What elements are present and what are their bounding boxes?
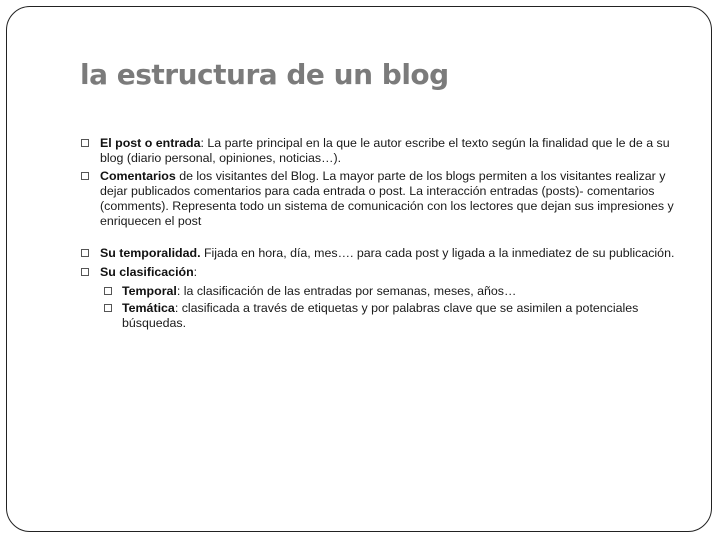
bullet-text: : La parte principal en la que le autor escribe el texto según la finalidad que le de a su blog (diario personal, opiniones, noticias…). (100, 136, 670, 165)
bullet-post (80, 136, 680, 165)
slide-content (80, 136, 680, 334)
bullet-box-icon (81, 268, 89, 276)
bullet-box-icon (81, 139, 89, 147)
bullet-box-icon (81, 249, 89, 257)
bullet-bold: El post o entrada (100, 136, 201, 150)
subbullet-tematica (80, 301, 680, 330)
bullet-bold: Su temporalidad. (100, 246, 201, 261)
subbullet-box-icon (104, 304, 112, 312)
subbullet-box-icon (104, 287, 112, 295)
slide-title: la estructura de un blog (80, 58, 449, 91)
subbullet-bold: Temporal (122, 283, 177, 298)
subbullet-text: : clasificada a través de etiquetas y por palabras clave que se asimilen a potenciales búsquedas. (122, 301, 639, 331)
subbullet-bold: Temática (122, 301, 175, 316)
subbullet-text: : la clasificación de las entradas por semanas, meses, años… (176, 283, 517, 298)
bullet-bold: Su clasificación (100, 264, 194, 279)
bullet-box-icon (81, 172, 89, 180)
bullet-text: Fijada en hora, día, mes…. para cada post y ligada a la inmediatez de su publicación. (200, 246, 675, 261)
bullet-bold: Comentarios (100, 169, 176, 184)
bullet-text: : (193, 264, 198, 279)
bullet-text: de los visitantes del Blog. La mayor parte de los blogs permiten a los visitantes realizar y dejar publicados comentarios para cada entrada o post. La interacción entradas (posts)- comentarios (comments). Representa todo un sistema de comunicación con los lectores que dejan sus impresiones y enriquecen el post (100, 169, 674, 228)
subbullet-temporal (80, 284, 680, 299)
bullet-clasificacion (80, 265, 680, 280)
bullet-comentarios (80, 169, 680, 228)
bullet-temporalidad (80, 246, 680, 261)
